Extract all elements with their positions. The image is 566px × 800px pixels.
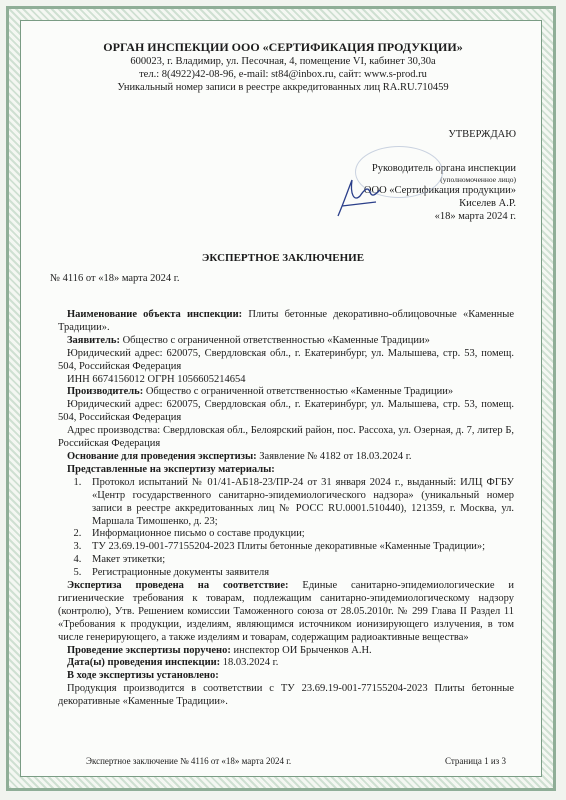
object-value: Плиты бетонные декоративно-облицовочные «Каменные Традиции». [58,309,515,333]
approval-date: «18» марта 2024 г. [434,211,516,222]
findings-value: Продукция производится в соответствии с ТУ 23.69.19-001-77155204-2023 Плиты бетонные декоративные «Каменные Традиции». [58,683,514,708]
basis-paragraph [58,451,514,464]
footer-document-ref: Экспертное заключение № 4116 от «18» марта 2024 г. [86,756,292,766]
compliance-label: Экспертиза проведена на соответствие: [67,580,289,592]
materials-list [58,477,514,580]
date-paragraph [58,657,514,670]
org-registry: Уникальный номер записи в реестре аккредитованных лиц RA.RU.710459 [117,82,449,93]
document-title: ЭКСПЕРТНОЕ ЗАКЛЮЧЕНИЕ [201,252,365,264]
list-item: 5. Регистрационные документы заявителя [84,567,514,580]
findings-label: В ходе экспертизы установлено: [67,670,219,682]
list-item: 2. Информационное письмо о составе продукции; [84,528,514,541]
compliance-value: Единые санитарно-эпидемиологические и гигиенические требования к товарам, подлежащим санитарно-эпидемиологическому надзору (контролю), Утв. Решением комиссии Таможенного союза от 28.05.2010г. № 299 Глава II Раздел 11 «Требования к продукции, изделиям, являющимся источником ионизирующего излучения, в том числе генерирующего, а также изделиям и товарам, содержащим радиоактивные вещества» [58,580,514,643]
expert-label: Проведение экспертизы поручено: [67,644,231,656]
expert-paragraph [58,645,514,658]
footer-page-number: Страница 1 из 3 [445,756,506,766]
org-name: ОРГАН ИНСПЕКЦИИ ООО «СЕРТИФИКАЦИЯ ПРОДУКЦИИ» [103,40,463,54]
basis-label: Основание для проведения экспертизы: [67,450,257,462]
applicant-label: Заявитель: [67,334,120,346]
applicant-address: Юридический адрес: 620075, Свердловская обл., г. Екатеринбург, ул. Малышева, стр. 53, помещ. 504, Российская Федерация [58,347,514,372]
approval-role-note: (уполномоченное лицо) [440,175,516,184]
expert-value: инспектор ОИ Брыченков А.Н. [233,644,372,656]
date-label: Дата(ы) проведения инспекции: [67,657,221,669]
date-value: 18.03.2024 г. [222,657,279,669]
letterhead [50,40,516,94]
materials-label: Представленные на экспертизу материалы: [67,463,275,475]
applicant-value: Общество с ограниченной ответственностью «Каменные Традиции» [122,334,430,346]
compliance-paragraph [58,580,514,645]
producer-paragraph [58,386,514,399]
approval-signatory: Киселев А.Р. [459,198,516,209]
org-contacts: тел.: 8(4922)42-08-96, e-mail: st84@inbox.ru, сайт: www.s-prod.ru [139,69,427,80]
producer-value: Общество с ограниченной ответственностью «Каменные Традиции» [145,386,454,398]
list-item: 1. Протокол испытаний № 01/41-АБ18-23/ПР-24 от 31 января 2024 г., выданный: ИЛЦ ФГБУ «Центр государственного санитарно-эпидемиологического надзора» (уникальный номер записи в реестре аккредитованных лиц № РОСС RU.0001.510440), 121359, г. Москва, ул. Маршала Тимошенко, д. 23; [84,477,514,529]
approval-role: Руководитель органа инспекции [371,163,516,174]
list-item: 4. Макет этикетки; [84,554,514,567]
object-paragraph [58,309,514,335]
producer-label: Производитель: [67,386,144,398]
signature-icon [330,172,390,222]
approval-company: ООО «Сертификация продукции» [363,185,516,196]
org-address: 600023, г. Владимир, ул. Песочная, 4, помещение VI, кабинет 30,30а [130,56,436,67]
production-address: Адрес производства: Свердловская обл., Белоярский район, пос. Рассоха, ул. Озерная, д. 7, литер Б, Российская Федерация [58,425,514,450]
applicant-ids: ИНН 6674156012 ОГРН 1056605214654 [67,373,246,385]
producer-address: Юридический адрес: 620075, Свердловская обл., г. Екатеринбург, ул. Малышева, стр. 53, помещ. 504, Российская Федерация [58,399,514,424]
basis-value: Заявление № 4182 от 18.03.2024 г. [259,450,412,462]
document-number: № 4116 от «18» марта 2024 г. [50,273,180,284]
document-body [58,309,514,709]
object-label: Наименование объекта инспекции: [67,309,243,320]
list-item: 3. ТУ 23.69.19-001-77155204-2023 Плиты бетонные декоративные «Каменные Традиции»; [84,541,514,554]
approval-title: УТВЕРЖДАЮ [448,129,516,140]
page-footer [86,756,506,766]
applicant-paragraph [58,335,514,348]
